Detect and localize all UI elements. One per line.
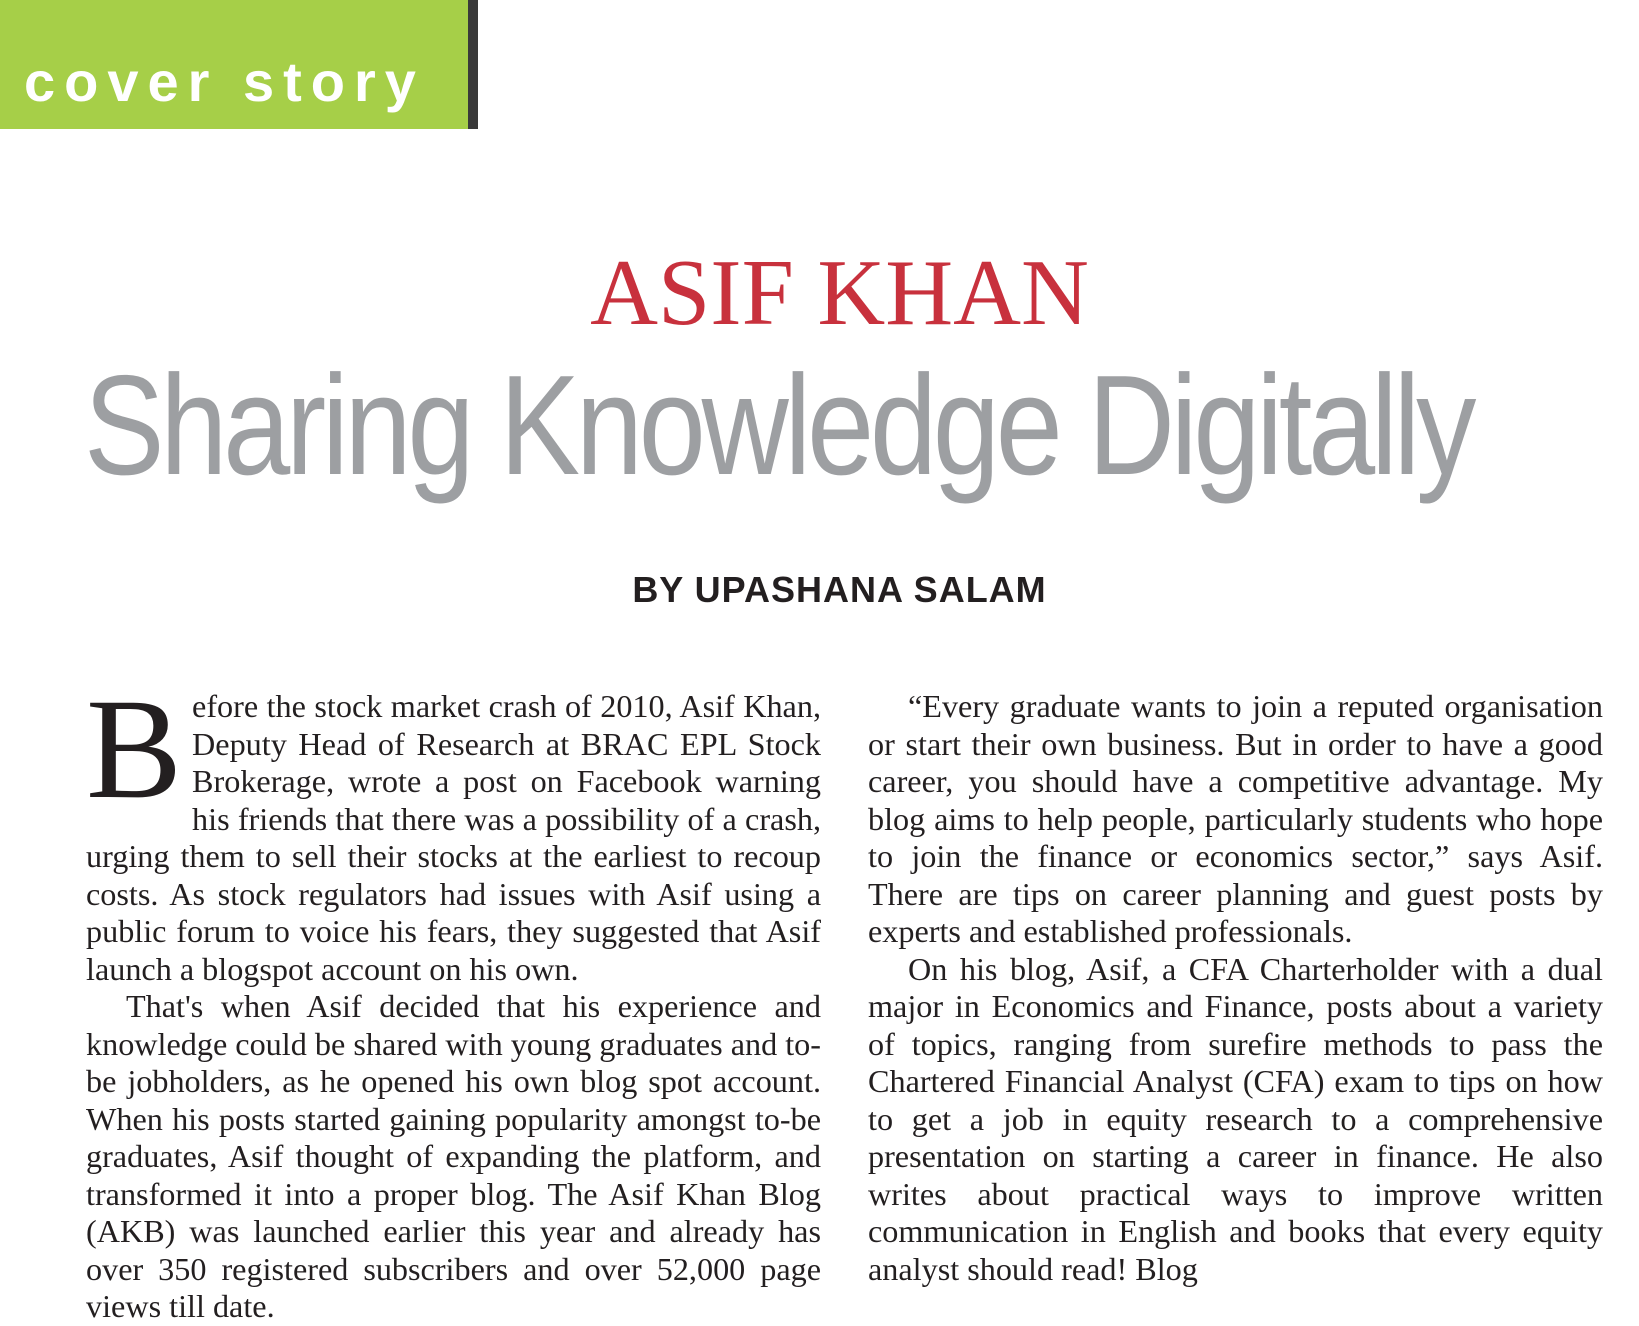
drop-cap: B: [86, 670, 183, 829]
paragraph-text: efore the stock market crash of 2010, Asif Khan, Deputy Head of Research at BRAC EPL Stock Brokerage, wrote a post on Facebook warning his friends that there was a possibility of a crash, urging them to sell their stocks at the earliest to recoup costs. As stock regulators had issues with Asif using a public forum to voice his fears, they suggested that Asif launch a blogspot account on his own.: [86, 688, 821, 987]
article-column-right: [868, 688, 1603, 1288]
subject-name: ASIF KHAN: [590, 241, 1089, 345]
article-column-left: [86, 670, 821, 1326]
paragraph: That's when Asif decided that his experience and knowledge could be shared with young graduates and to-be jobholders, as he opened his own blog spot account. When his posts started gaining popularity amongst to-be graduates, Asif thought of expanding the platform, and transformed it into a proper blog. The Asif Khan Blog (AKB) was launched earlier this year and already has over 350 registered subscribers and over 52,000 page views till date.: [86, 988, 821, 1324]
section-tab: [0, 0, 478, 129]
paragraph: On his blog, Asif, a CFA Charterholder with a dual major in Economics and Finance, posts about a variety of topics, ranging from surefire methods to pass the Chartered Financial Analyst (CFA) exam to tips on how to get a job in equity research to a comprehensive presentation on starting a career in finance. He also writes about practical ways to improve written communication in English and books that every equity analyst should read! Blog: [868, 950, 1603, 1287]
byline: BY UPASHANA SALAM: [632, 569, 1047, 610]
headline: Sharing Knowledge Digitally: [84, 346, 1473, 505]
section-label: cover story: [24, 50, 425, 113]
paragraph: “Every graduate wants to join a reputed organisation or start their own business. But in order to have a good career, you should have a competitive advantage. My blog aims to help people, particularly students who hope to join the finance or economics sector,” says Asif. There are tips on career planning and guest posts by experts and established professionals.: [868, 688, 1603, 949]
paragraph: [86, 670, 821, 988]
